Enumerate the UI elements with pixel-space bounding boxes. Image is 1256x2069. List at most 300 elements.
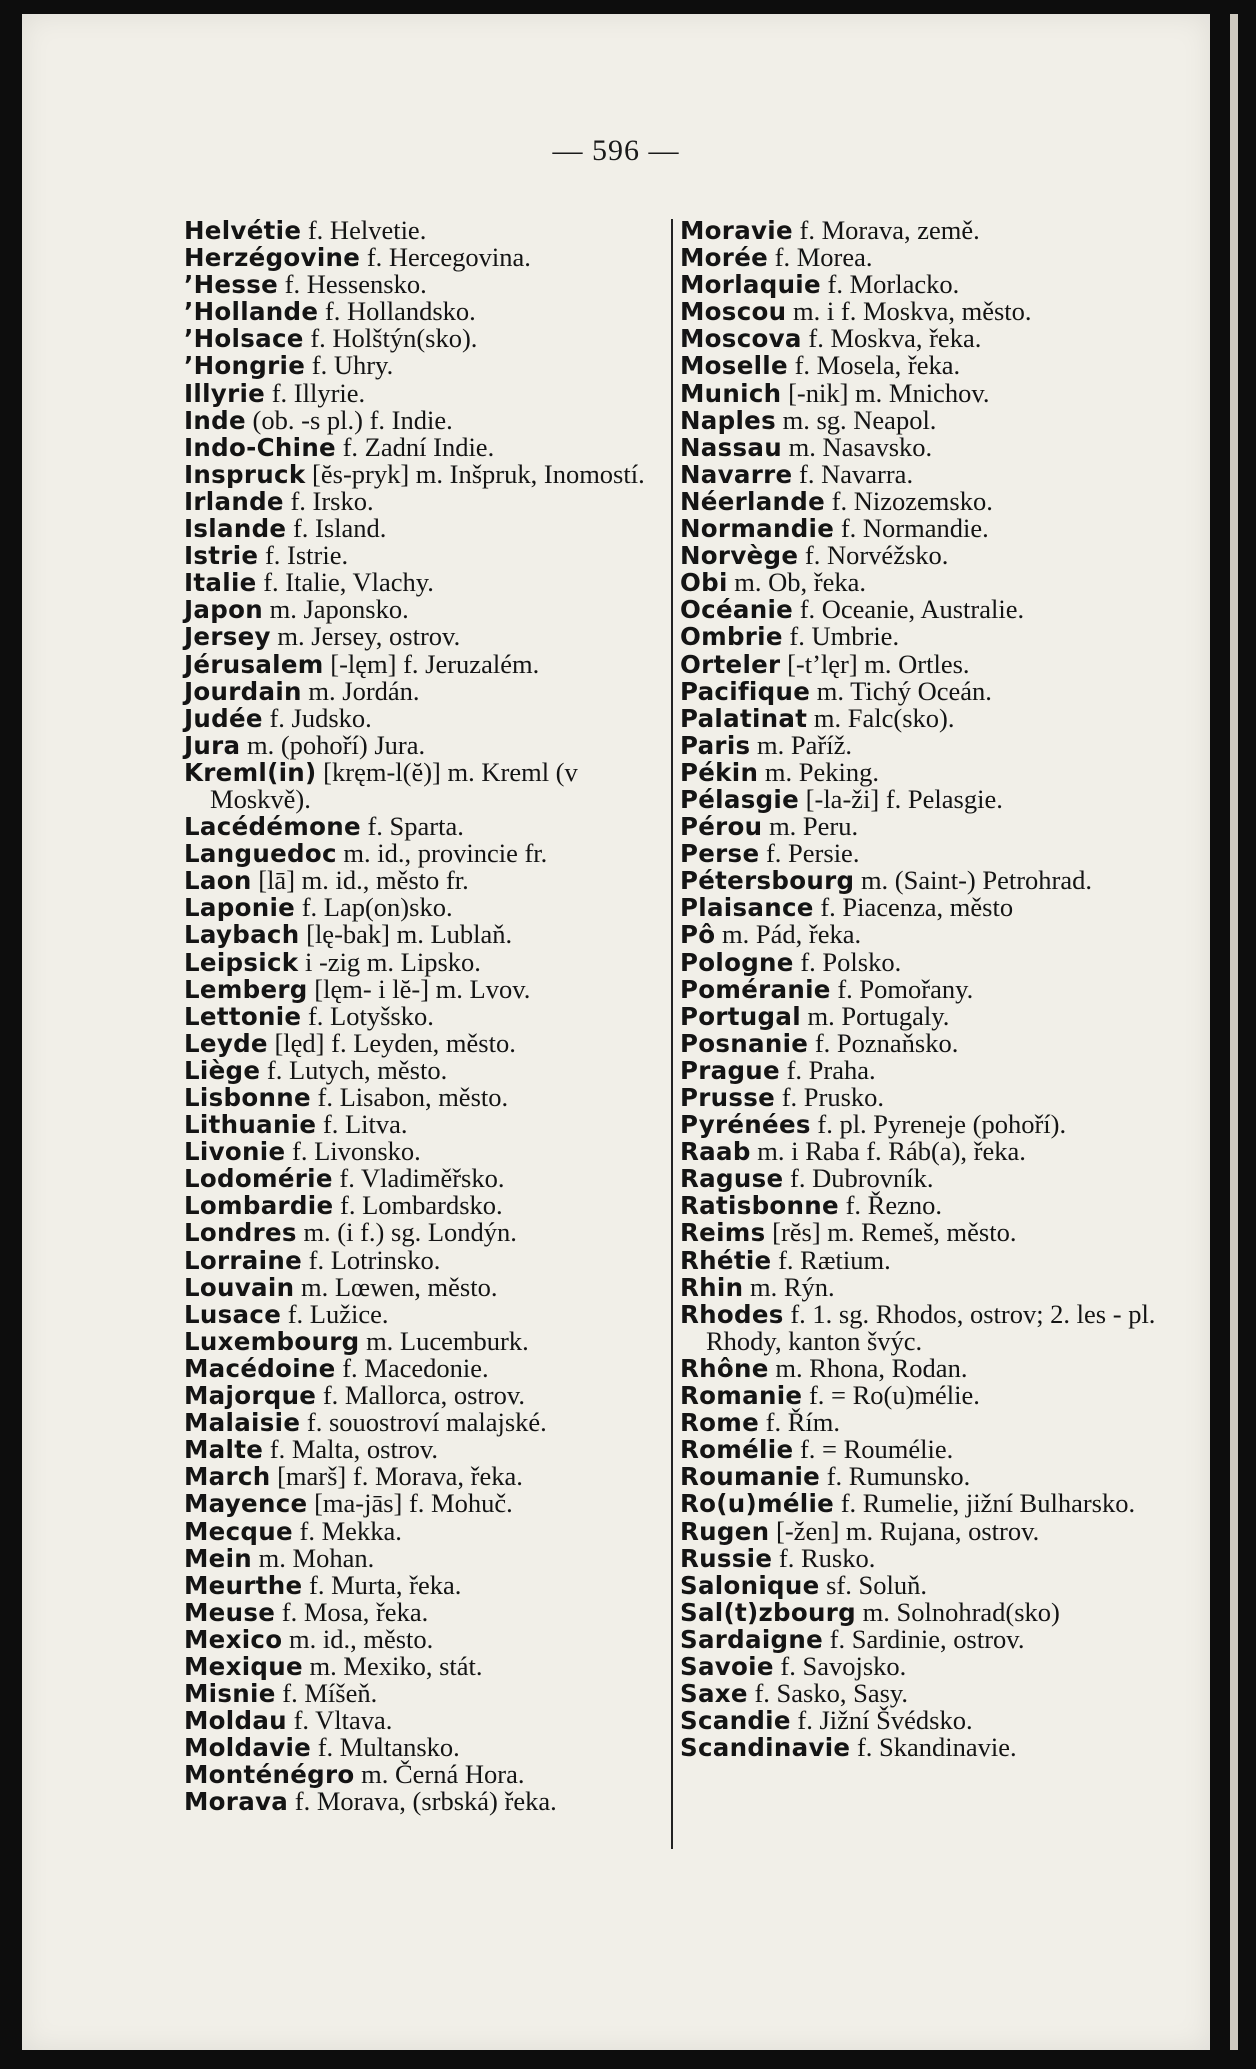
dictionary-entry: [680, 217, 1190, 244]
entry-headword: Romanie: [680, 1381, 803, 1411]
dictionary-entry: [680, 1463, 1190, 1490]
entry-definition: m. Solnohrad(sko): [855, 1596, 1060, 1627]
entry-definition: f. Lotrinsko.: [302, 1244, 441, 1275]
entry-headword: Japon: [184, 595, 263, 625]
dictionary-entry: [680, 648, 1190, 679]
dictionary-entry: [184, 1463, 684, 1490]
entry-definition: f. Skandinavie.: [850, 1732, 1017, 1763]
dictionary-entry: [680, 1680, 1190, 1707]
entry-definition: m. sg. Neapol.: [775, 404, 937, 435]
dictionary-entry: [680, 1569, 1190, 1600]
entry-headword: Lodomérie: [184, 1164, 333, 1194]
dictionary-entry: [680, 783, 1190, 814]
entry-headword: Morée: [680, 243, 769, 273]
dictionary-entry: [680, 1054, 1190, 1085]
entry-headword: Malaisie: [184, 1408, 301, 1438]
dictionary-entry: [184, 1515, 684, 1546]
entry-headword: Néerlande: [680, 486, 826, 516]
dictionary-entry: [680, 1490, 1190, 1517]
entry-definition: f. Rætium.: [771, 1244, 891, 1275]
dictionary-entry: [184, 1490, 684, 1517]
dictionary-entry: [184, 569, 684, 596]
entry-definition: f. Lap(on)sko.: [295, 892, 453, 923]
entry-headword: Misnie: [184, 1679, 276, 1709]
entry-headword: Russie: [680, 1543, 773, 1573]
dictionary-entry: [680, 623, 1190, 650]
dictionary-entry: [184, 946, 684, 977]
entry-definition: f. Zadní Indie.: [335, 431, 495, 462]
entry-headword: Lorraine: [184, 1245, 302, 1275]
entry-headword: Moravie: [680, 216, 793, 245]
entry-headword: Leipsick: [184, 947, 299, 977]
entry-definition: [-nik] m. Mnichov.: [781, 377, 990, 408]
entry-headword: Lettonie: [184, 1001, 302, 1031]
entry-headword: Macédoine: [184, 1353, 336, 1383]
entry-definition: f. Judsko.: [262, 702, 372, 733]
entry-definition: m. Pád, řeka.: [715, 919, 862, 950]
entry-headword: Indo-Chine: [184, 432, 336, 462]
entry-definition: f. Morava, (srbská) řeka.: [288, 1786, 557, 1817]
entry-definition: f. Řím.: [759, 1407, 841, 1438]
entry-definition: [rĕs] m. Remeš, město.: [765, 1217, 1017, 1248]
entry-definition: f. Litva.: [316, 1109, 408, 1140]
entry-definition: f. Lotyšsko.: [301, 1000, 434, 1031]
dictionary-entry: [184, 1542, 684, 1573]
entry-headword: Jersey: [184, 622, 271, 652]
entry-definition: sf. Soluň.: [819, 1569, 928, 1600]
entry-headword: Islande: [184, 514, 287, 544]
entry-headword: Prusse: [680, 1083, 776, 1112]
page-number: — 596 —: [552, 134, 680, 167]
dictionary-entry: [184, 1623, 684, 1654]
entry-headword: Saxe: [680, 1679, 748, 1709]
dictionary-entry: [184, 431, 684, 462]
entry-headword: Rugen: [680, 1516, 770, 1546]
entry-definition: f. Nizozemsko.: [825, 485, 993, 516]
dictionary-entry: [680, 404, 1190, 435]
dictionary-entry: [680, 1734, 1190, 1761]
entry-definition: f. Vltava.: [286, 1705, 393, 1736]
entry-headword: Irlande: [184, 486, 284, 516]
entry-definition: m. Ob, řeka.: [727, 567, 867, 598]
dictionary-entry: [680, 1382, 1190, 1409]
entry-headword: Moldavie: [184, 1733, 312, 1763]
entry-headword: Normandie: [680, 514, 835, 544]
dictionary-entry: [680, 298, 1190, 325]
column-divider: [671, 219, 673, 1849]
dictionary-entry: [184, 1138, 684, 1165]
dictionary-entry: [680, 1244, 1190, 1275]
entry-definition: f. Sparta.: [360, 811, 464, 842]
entry-definition: f. Morava, země.: [792, 215, 980, 245]
entry-headword: Livonie: [184, 1137, 286, 1167]
entry-headword: Luxembourg: [184, 1326, 360, 1356]
entry-headword: Pyrénées: [680, 1110, 811, 1140]
dictionary-entry: [184, 515, 684, 542]
entry-definition: [ma-jās] f. Mohuč.: [307, 1488, 513, 1519]
entry-definition: m. Nasavsko.: [781, 431, 933, 462]
entry-headword: Navarre: [680, 459, 793, 489]
dictionary-entry: [184, 1650, 684, 1681]
entry-definition: [lęd] f. Leyden, město.: [267, 1027, 516, 1058]
entry-definition: f. Oceanie, Australie.: [793, 594, 1025, 625]
entry-definition: f. Praha.: [779, 1054, 876, 1085]
entry-headword: Laybach: [184, 920, 300, 950]
entry-headword: Raab: [680, 1137, 751, 1167]
entry-definition: [-lęm] f. Jeruzalém.: [323, 648, 540, 679]
dictionary-entry: [184, 1298, 684, 1329]
entry-headword: Roumanie: [680, 1462, 821, 1492]
dictionary-entry: [680, 325, 1190, 352]
dictionary-entry: [184, 1761, 684, 1788]
entry-headword: Pélasgie: [680, 784, 800, 814]
dictionary-entry: [184, 542, 684, 569]
entry-definition: f. Mosela, řeka.: [787, 350, 961, 381]
dictionary-entry: [680, 921, 1190, 948]
entry-headword: Moscova: [680, 324, 802, 354]
dictionary-entry: [184, 1436, 684, 1463]
dictionary-entry: [184, 1111, 684, 1138]
entry-headword: Ro(u)mélie: [680, 1489, 835, 1519]
entry-definition: m. Mexiko, stát.: [302, 1650, 483, 1681]
entry-headword: Rhétie: [680, 1245, 772, 1275]
entry-definition: f. Navarra.: [792, 458, 914, 489]
entry-headword: Sal(t)zbourg: [680, 1597, 856, 1627]
entry-headword: Rhodes: [680, 1299, 784, 1329]
dictionary-entry: [680, 542, 1190, 569]
entry-headword: Inde: [184, 405, 246, 435]
dictionary-entry: [680, 431, 1190, 462]
entry-headword: Prague: [680, 1055, 780, 1085]
dictionary-entry: [680, 1111, 1190, 1138]
entry-definition: f. 1. sg. Rhodos, ostrov; 2. les - pl. Rhody, kanton švýc.: [706, 1298, 1156, 1356]
dictionary-entry: [680, 1000, 1190, 1031]
dictionary-entry: [184, 271, 684, 298]
dictionary-entry: [184, 1219, 684, 1246]
dictionary-entry: [680, 756, 1190, 787]
entry-definition: f. Hollandsko.: [318, 296, 476, 327]
entry-headword: Languedoc: [184, 839, 337, 869]
entry-headword: Pô: [680, 920, 716, 950]
entry-headword: Morava: [184, 1787, 289, 1817]
dictionary-entry: [184, 729, 684, 760]
entry-headword: Orteler: [680, 649, 781, 679]
entry-headword: Lisbonne: [184, 1083, 311, 1112]
entry-definition: f. Umbrie.: [782, 621, 900, 652]
entry-headword: Reims: [680, 1218, 766, 1248]
dictionary-entry: [680, 458, 1190, 489]
entry-definition: f. Rumelie, jižní Bulharsko.: [834, 1488, 1136, 1519]
dictionary-entry: [680, 1165, 1190, 1192]
entry-headword: Savoie: [680, 1651, 774, 1681]
dictionary-entry: [680, 813, 1190, 840]
entry-definition: m. i f. Moskva, město.: [786, 296, 1032, 327]
entry-headword: Raguse: [680, 1164, 784, 1194]
entry-definition: [lęm- i lĕ-] m. Lvov.: [307, 973, 531, 1004]
entry-headword: Ratisbonne: [680, 1191, 839, 1221]
dictionary-entry: [184, 1192, 684, 1219]
entry-headword: Laponie: [184, 893, 296, 923]
dictionary-entry: [680, 1596, 1190, 1627]
dictionary-entry: [184, 648, 684, 679]
entry-definition: f. Vladiměřsko.: [332, 1163, 505, 1194]
entry-definition: f. Moskva, řeka.: [801, 323, 982, 354]
entry-headword: Perse: [680, 839, 760, 869]
dictionary-entry: [680, 1138, 1190, 1165]
entry-definition: (ob. -s pl.) f. Indie.: [245, 404, 453, 435]
entry-definition: f. Morlacko.: [820, 269, 960, 300]
entry-definition: [-t’lęr] m. Ortles.: [780, 648, 970, 679]
dictionary-entry: [184, 1409, 684, 1436]
dictionary-entry: [184, 623, 684, 650]
entry-headword: Malte: [184, 1435, 264, 1465]
entry-headword: Laon: [184, 866, 252, 896]
entry-headword: Meuse: [184, 1597, 276, 1627]
entry-definition: [lę-bak] m. Lublaň.: [299, 919, 513, 950]
dictionary-entry: [184, 973, 684, 1004]
entry-definition: f. Macedonie.: [335, 1352, 489, 1383]
page-edge: [1230, 14, 1238, 2050]
entry-definition: f. Illyrie.: [265, 377, 366, 408]
dictionary-entry: [680, 1436, 1190, 1463]
dictionary-entry: [680, 729, 1190, 760]
entry-headword: Pologne: [680, 947, 794, 977]
entry-definition: m. Černá Hora.: [354, 1759, 525, 1790]
entry-definition: m. Mohan.: [252, 1542, 375, 1573]
entry-headword: Lusace: [184, 1299, 282, 1329]
dictionary-entry: [680, 702, 1190, 733]
entry-definition: m. (Saint-) Petrohrad.: [854, 865, 1093, 896]
dictionary-entry: [680, 515, 1190, 542]
entry-headword: Majorque: [184, 1381, 317, 1411]
entry-headword: Portugal: [680, 1001, 801, 1031]
entry-headword: Mexique: [184, 1651, 303, 1681]
entry-definition: m. id., město.: [282, 1623, 434, 1654]
dictionary-entry: [184, 1734, 684, 1761]
entry-definition: m. Japonsko.: [262, 594, 409, 625]
entry-headword: Pékin: [680, 757, 759, 787]
entry-definition: f. Norvéžsko.: [798, 540, 949, 571]
entry-headword: Poméranie: [680, 974, 831, 1004]
dictionary-entry: [680, 675, 1190, 706]
dictionary-entry: [680, 1084, 1190, 1111]
entry-definition: f. Irsko.: [283, 485, 374, 516]
entry-headword: Meurthe: [184, 1570, 303, 1600]
entry-headword: Pacifique: [680, 676, 811, 706]
entry-headword: Leyde: [184, 1028, 268, 1058]
dictionary-entry: [184, 1000, 684, 1031]
entry-headword: Salonique: [680, 1570, 820, 1600]
entry-headword: ’Holsace: [184, 324, 304, 354]
entry-definition: [lā] m. id., město fr.: [251, 865, 469, 896]
dictionary-entry: [680, 569, 1190, 596]
entry-definition: m. Lœwen, město.: [294, 1271, 498, 1302]
entry-headword: Romélie: [680, 1435, 794, 1465]
dictionary-entry: [184, 840, 684, 867]
entry-headword: Moldau: [184, 1706, 287, 1736]
dictionary-entry: [680, 1623, 1190, 1654]
entry-definition: f. Mosa, řeka.: [275, 1596, 429, 1627]
dictionary-entry: [680, 840, 1190, 867]
entry-definition: f. Řezno.: [838, 1190, 942, 1221]
entry-definition: f. Istrie.: [258, 540, 349, 571]
entry-definition: i -zig m. Lipsko.: [298, 946, 481, 977]
dictionary-entry: [680, 596, 1190, 623]
entry-definition: f. Helvetie.: [301, 215, 427, 245]
entry-definition: f. Italie, Vlachy.: [256, 567, 434, 598]
entry-definition: m. (i f.) sg. Londýn.: [296, 1217, 517, 1248]
dictionary-entry: [680, 1298, 1190, 1356]
dictionary-entry: [680, 377, 1190, 408]
dictionary-entry: [680, 1192, 1190, 1219]
entry-definition: f. Rumunsko.: [820, 1461, 971, 1492]
entry-definition: f. Lombardsko.: [333, 1190, 503, 1221]
dictionary-entry: [184, 675, 684, 706]
dictionary-entry: [184, 1788, 684, 1815]
dictionary-entry: [184, 217, 684, 244]
right-column: [680, 217, 1190, 1761]
dictionary-entry: [680, 1027, 1190, 1058]
dictionary-entry: [184, 867, 684, 894]
dictionary-entry: [184, 1084, 684, 1111]
entry-definition: f. Rusko.: [772, 1542, 876, 1573]
dictionary-entry: [680, 352, 1190, 379]
dictionary-page: [22, 14, 1210, 2050]
entry-definition: f. Jižní Švédsko.: [790, 1705, 973, 1736]
entry-headword: Morlaquie: [680, 270, 821, 300]
entry-headword: Paris: [680, 730, 751, 760]
entry-definition: [-la-ži] f. Pelasgie.: [799, 783, 1003, 814]
entry-definition: f. Lutych, město.: [260, 1054, 448, 1085]
entry-headword: Inspruck: [184, 459, 306, 489]
entry-definition: m. id., provincie fr.: [336, 838, 548, 869]
entry-definition: f. Prusko.: [775, 1082, 885, 1112]
entry-headword: Liège: [184, 1055, 261, 1085]
entry-definition: f. souostroví malajské.: [300, 1407, 547, 1438]
entry-definition: f. Hercegovina.: [360, 242, 531, 273]
entry-definition: f. Morea.: [768, 242, 873, 273]
dictionary-entry: [184, 298, 684, 325]
entry-definition: m. i Raba f. Ráb(a), řeka.: [750, 1136, 1026, 1167]
dictionary-entry: [680, 244, 1190, 271]
dictionary-entry: [184, 756, 684, 814]
entry-headword: Norvège: [680, 541, 799, 571]
dictionary-entry: [680, 1352, 1190, 1383]
entry-headword: Scandie: [680, 1706, 791, 1736]
entry-definition: f. Holštýn(sko).: [303, 323, 478, 354]
dictionary-entry: [680, 271, 1190, 298]
entry-definition: [-žen] m. Rujana, ostrov.: [769, 1515, 1040, 1546]
dictionary-entry: [680, 973, 1190, 1004]
dictionary-entry: [184, 404, 684, 435]
entry-definition: f. Hessensko.: [278, 269, 427, 300]
dictionary-entry: [184, 813, 684, 840]
entry-headword: Mecque: [184, 1516, 293, 1546]
entry-headword: Louvain: [184, 1272, 295, 1302]
entry-definition: m. Falc(sko).: [807, 702, 955, 733]
entry-definition: m. Rhona, Rodan.: [768, 1352, 968, 1383]
entry-definition: m. Lucemburk.: [359, 1325, 529, 1356]
dictionary-entry: [184, 1352, 684, 1383]
dictionary-entry: [184, 1596, 684, 1627]
entry-definition: m. Paříž.: [750, 729, 852, 760]
dictionary-entry: [680, 485, 1190, 516]
entry-definition: f. Lužice.: [281, 1298, 389, 1329]
entry-headword: Moselle: [680, 351, 788, 381]
entry-definition: f. Mallorca, ostrov.: [316, 1380, 525, 1411]
dictionary-entry: [680, 1650, 1190, 1681]
entry-headword: ’Hollande: [184, 297, 319, 327]
entry-headword: Helvétie: [184, 216, 302, 245]
entry-headword: Kreml(in): [184, 757, 317, 787]
entry-headword: Plaisance: [680, 893, 814, 923]
entry-definition: m. Peking.: [758, 756, 879, 787]
entry-headword: Jura: [184, 730, 241, 760]
entry-definition: f. Sardinie, ostrov.: [823, 1623, 1025, 1654]
dictionary-entry: [680, 1515, 1190, 1546]
dictionary-entry: [184, 352, 684, 379]
dictionary-entry: [184, 244, 684, 271]
entry-definition: m. Tichý Oceán.: [810, 675, 992, 706]
entry-headword: Nassau: [680, 432, 782, 462]
entry-headword: Munich: [680, 378, 782, 408]
entry-headword: Naples: [680, 405, 776, 435]
dictionary-entry: [184, 1569, 684, 1600]
dictionary-entry: [184, 1165, 684, 1192]
dictionary-entry: [680, 946, 1190, 977]
entry-headword: Lombardie: [184, 1191, 334, 1221]
entry-definition: f. Polsko.: [793, 946, 902, 977]
entry-headword: Palatinat: [680, 703, 808, 733]
entry-headword: Sardaigne: [680, 1624, 824, 1654]
entry-headword: Ombrie: [680, 622, 783, 652]
entry-definition: f. Dubrovník.: [783, 1163, 934, 1194]
dictionary-entry: [184, 1244, 684, 1275]
dictionary-entry: [184, 1325, 684, 1356]
entry-headword: March: [184, 1462, 271, 1492]
entry-headword: Mexico: [184, 1624, 283, 1654]
dictionary-entry: [184, 1382, 684, 1409]
dictionary-entry: [184, 921, 684, 948]
dictionary-entry: [680, 894, 1190, 921]
entry-headword: Mein: [184, 1543, 253, 1573]
dictionary-entry: [680, 1707, 1190, 1734]
entry-headword: Mayence: [184, 1489, 308, 1519]
entry-headword: ’Hesse: [184, 270, 279, 300]
entry-headword: Lacédémone: [184, 812, 361, 842]
entry-definition: f. Piacenza, město: [813, 892, 1014, 923]
entry-headword: Illyrie: [184, 378, 266, 408]
entry-definition: f. pl. Pyreneje (pohoří).: [810, 1109, 1067, 1140]
entry-definition: f. Normandie.: [834, 513, 989, 544]
entry-headword: Obi: [680, 568, 728, 598]
entry-headword: Moscou: [680, 297, 787, 327]
entry-definition: [marš] f. Morava, řeka.: [270, 1461, 523, 1492]
entry-headword: Monténégro: [184, 1760, 355, 1790]
entry-headword: Lemberg: [184, 974, 308, 1004]
entry-definition: m. Rýn.: [743, 1271, 835, 1302]
entry-definition: f. Míšeň.: [275, 1678, 378, 1709]
left-column: [184, 217, 684, 1816]
entry-definition: f. = Ro(u)mélie.: [802, 1380, 980, 1411]
entry-headword: Lithuanie: [184, 1110, 317, 1140]
entry-headword: Judée: [184, 703, 263, 733]
entry-headword: Océanie: [680, 595, 794, 625]
entry-definition: f. Malta, ostrov.: [263, 1434, 439, 1465]
dictionary-entry: [184, 1271, 684, 1302]
dictionary-entry: [680, 1542, 1190, 1573]
dictionary-entry: [184, 458, 684, 489]
